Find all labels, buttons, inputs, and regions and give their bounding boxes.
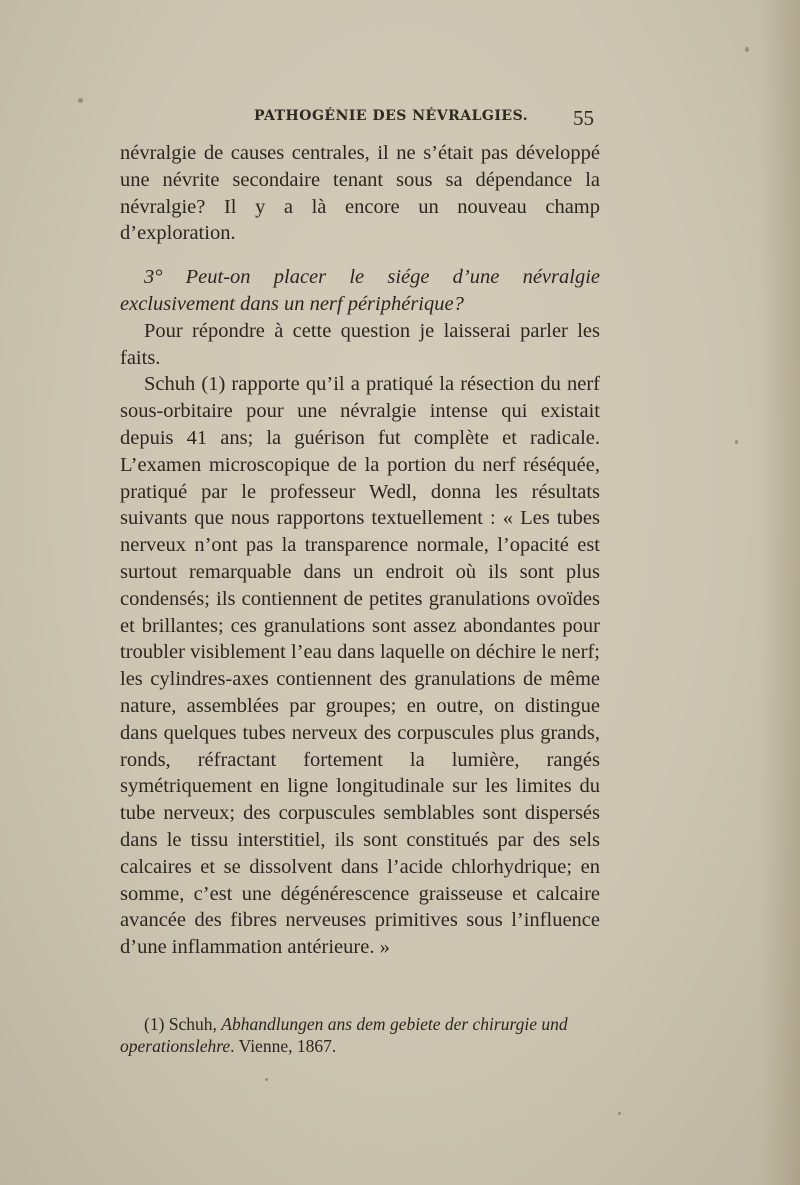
paragraph-continuation: névralgie de causes centrales, il ne s’était pas développé une névrite secondaire tenant sous sa dépendance la névralgie? Il y a là encore un nouveau champ d’exploration. xyxy=(120,142,600,245)
footnote xyxy=(120,1013,600,1057)
footnote-suffix: . Vienne, 1867. xyxy=(230,1036,337,1056)
paper-speck xyxy=(265,1078,268,1081)
page-number: 55 xyxy=(573,106,594,130)
main-text xyxy=(120,140,600,961)
footnote-title: Abhandlungen ans dem gebiete der chirurgie und operationslehre xyxy=(120,1014,568,1056)
section-question: 3° Peut-on placer le siége d’une névralgie exclusivement dans un nerf périphérique? xyxy=(120,266,600,315)
footnote-prefix: (1) Schuh, xyxy=(144,1014,222,1034)
running-title: PATHOGÉNIE DES NÉVRALGIES. xyxy=(254,108,529,124)
paper-speck xyxy=(745,47,749,52)
paper-speck xyxy=(78,98,83,103)
paper-speck xyxy=(618,1112,621,1115)
page-edge-shadow xyxy=(760,0,800,1185)
paragraph-intro: Pour répondre à cette question je laisserai parler les faits. xyxy=(120,319,600,369)
paper-speck xyxy=(735,440,738,444)
page-header xyxy=(254,106,594,132)
paragraph-schuh-case: Schuh (1) rapporte qu’il a pratiqué la résection du nerf sous-orbitaire pour une névralgie intense qui existait depuis 41 ans; la guérison fut complète et radicale. L’examen microscopique de la portion du nerf réséquée, pratiqué par le professeur Wedl, donna les résultats suivants que nous rapportons textuellement : « Les tubes nerveux n’ont pas la transparence normale, l’opacité est surtout remarquable dans un endroit où ils sont plus condensés; ils contiennent de petites granulations ovoïdes et brillantes; ces granulations sont assez abondantes pour troubler visiblement l’eau dans laquelle on déchire le nerf; les cylindres-axes contiennent des granulations de même nature, assemblées par groupes; en outre, on distingue dans quelques tubes nerveux des corpuscules plus grands, ronds, réfractant fortement la lumière, rangés symétriquement en ligne longitudinale sur les limites du tube nerveux; des corpuscules semblables sont dispersés dans le tissu interstitiel, ils sont constitués par des sels calcaires et se dissolvent dans l’acide chlorhydrique; en somme, c’est une dégénérescence graisseuse et calcaire avancée des fibres nerveuses primitives sous l’influence d’une inflammation antérieure. » xyxy=(120,373,600,959)
